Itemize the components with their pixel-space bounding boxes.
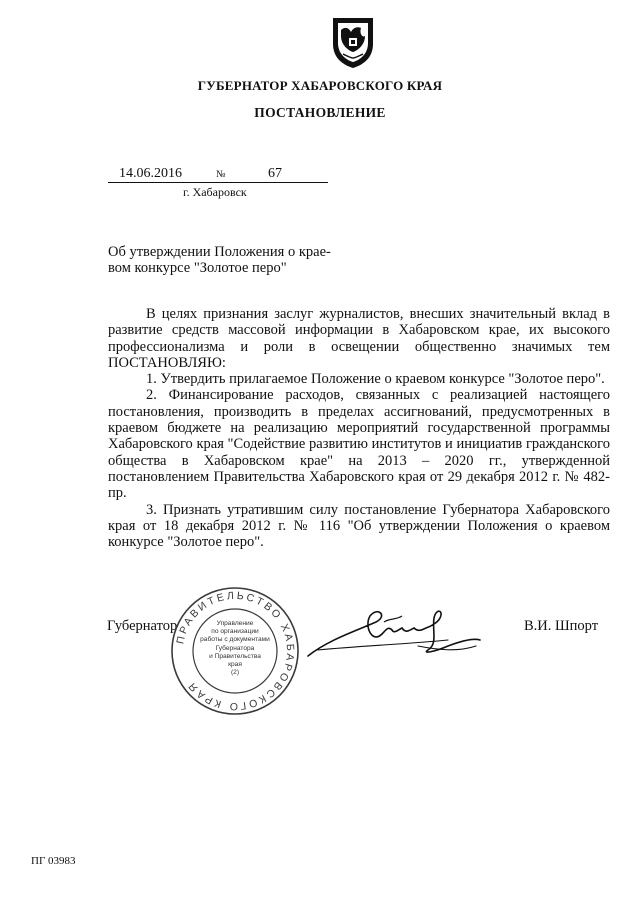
document-type: ПОСТАНОВЛЕНИЕ xyxy=(254,105,386,120)
subject-line-2: вом конкурсе "Золотое перо" xyxy=(108,260,287,276)
footer-code: ПГ 03983 xyxy=(31,855,76,867)
seal-ring-text: ПРАВИТЕЛЬСТВО ХАБАРОВСКОГО КРАЯ xyxy=(174,589,297,713)
signatory-position: Губернатор xyxy=(107,618,178,634)
subject-line-1: Об утверждении Положения о крае- xyxy=(108,244,331,260)
seal-inner-text: Управление по организации работы с документами Губернатора и Правительства края (2) xyxy=(200,620,270,677)
document-number: 67 xyxy=(268,166,282,181)
preamble-paragraph: В целях признания заслуг журналистов, внесших значительный вклад в развитие средств массовой информации в Хабаровском крае, их высокого профессионализма и роли в освещении общественно значимых тем xyxy=(108,306,610,355)
document-city: г. Хабаровск xyxy=(183,185,247,199)
coat-of-arms-icon xyxy=(329,14,377,70)
signatory-name: В.И. Шпорт xyxy=(524,618,599,634)
resolve-heading: ПОСТАНОВЛЯЮ: xyxy=(108,354,226,371)
clause-1: 1. Утвердить прилагаемое Положение о краевом конкурсе "Золотое перо". xyxy=(146,371,605,388)
document-date: 14.06.2016 xyxy=(119,166,182,181)
date-number-underline xyxy=(108,182,328,183)
clause-3: 3. Признать утратившим силу постановление Губернатора Хабаровского края от 18 декабря 2012 г. № 116 "Об утверждении Положения о краевом конкурсе "Золотое перо". xyxy=(108,501,610,551)
handwritten-signature xyxy=(298,600,488,664)
document-body xyxy=(108,306,610,550)
number-sign: № xyxy=(216,169,226,180)
clause-2: 2. Финансирование расходов, связанных с реализацией настоящего постановления, производить в пределах ассигнований, предусмотренных в краевом бюджете на реализацию мероприятий государственной программы Хабаровского края "Содействие развитию институтов и инициатив гражданского общества в Хабаровском крае" на 2013 – 2020 гг., утвержденной постановлением Правительства Хабаровского края от 29 декабря 2012 г. № 482-пр. xyxy=(108,387,610,502)
issuing-authority: ГУБЕРНАТОР ХАБАРОВСКОГО КРАЯ xyxy=(197,78,443,93)
document-subject xyxy=(108,244,368,276)
